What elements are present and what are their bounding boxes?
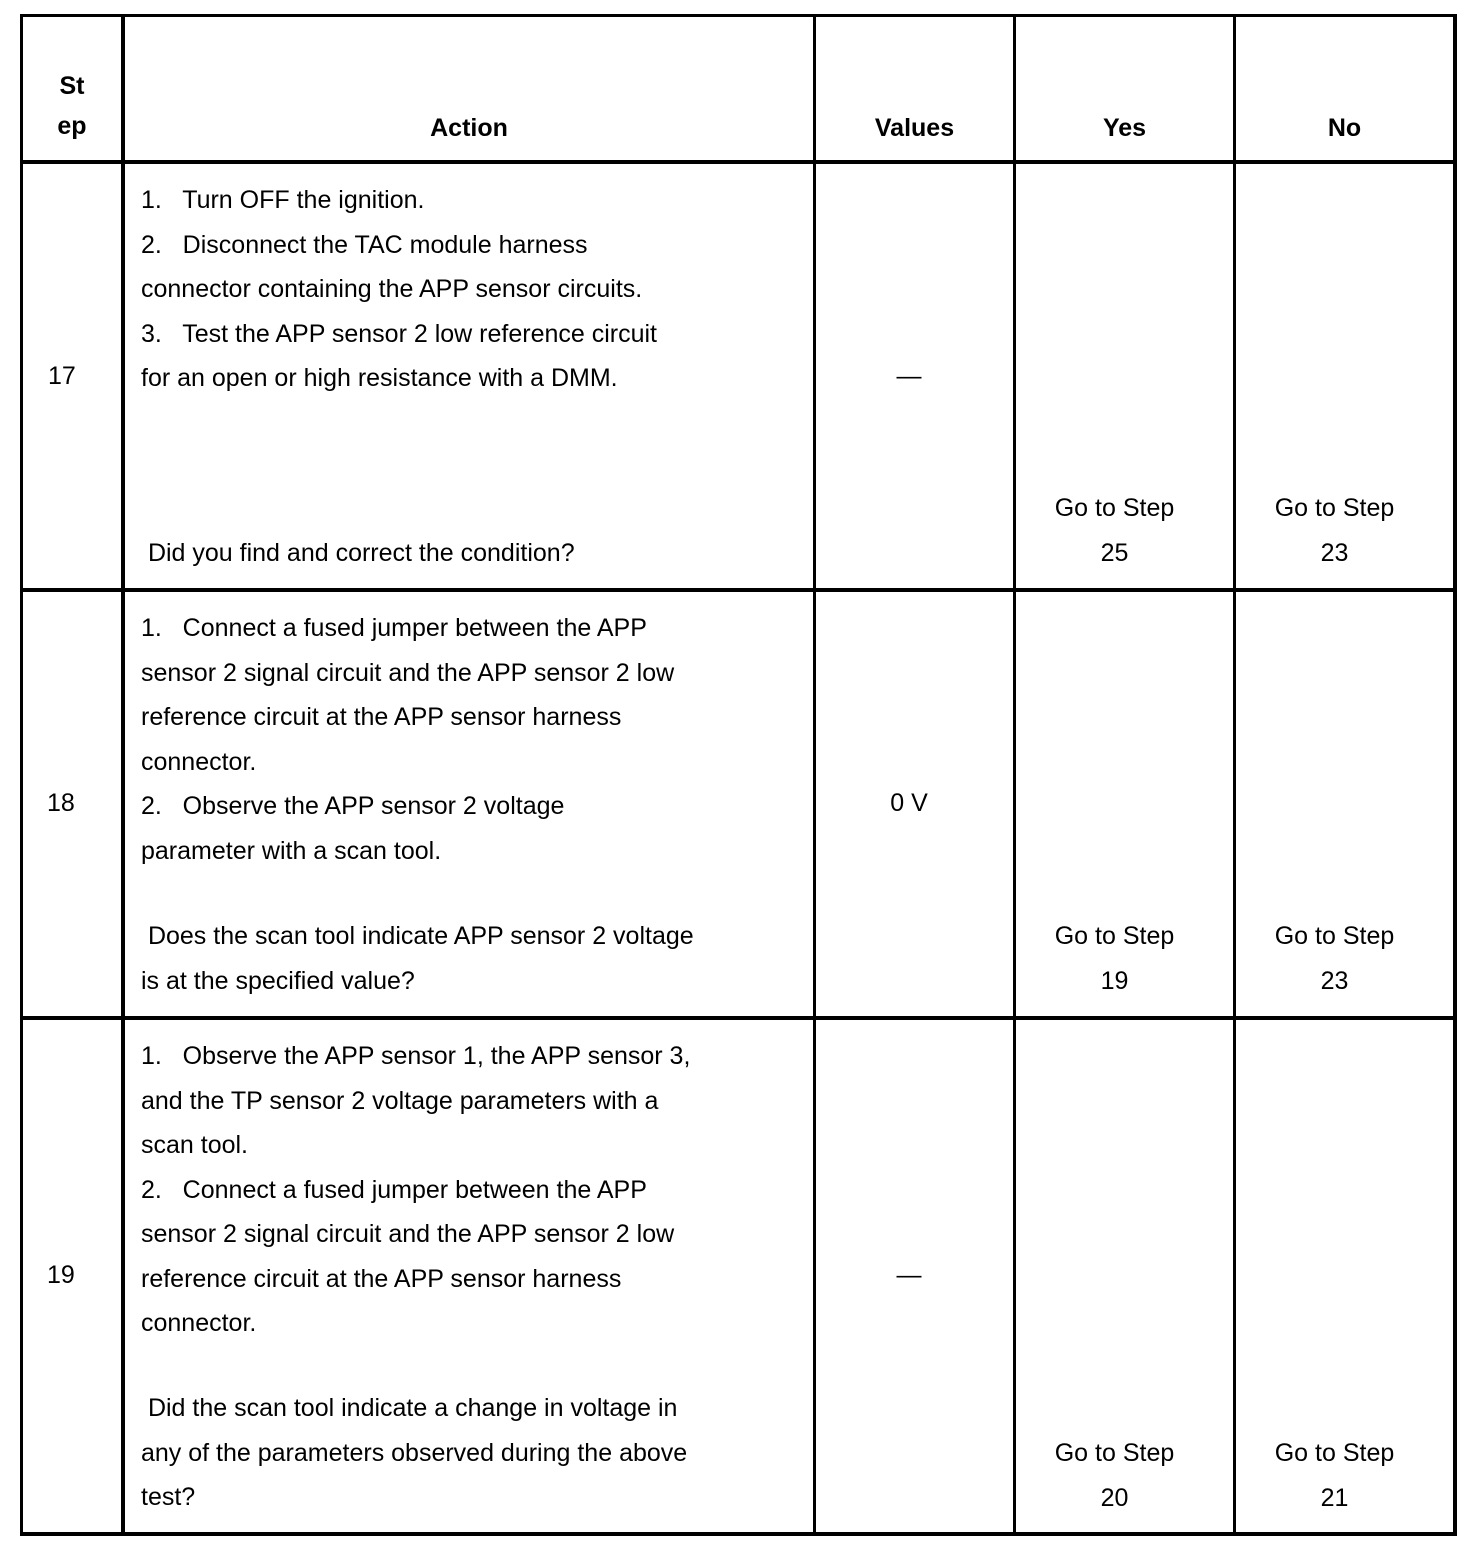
action-question (141, 531, 575, 576)
no-goto (1236, 486, 1433, 575)
goto-step-number: 19 (1100, 966, 1129, 995)
goto-step-number: 25 (1100, 538, 1129, 567)
step-number: 18 (47, 789, 75, 817)
action-line: and the TP sensor 2 voltage parameters with a (141, 1086, 659, 1115)
action-line: reference circuit at the APP sensor harness (141, 1264, 622, 1293)
action-line: scan tool. (141, 1131, 249, 1159)
goto-label: Go to Step (1274, 922, 1395, 950)
action-line: 3. Test the APP sensor 2 low reference circuit (141, 319, 658, 348)
header-step-line1: St (59, 72, 85, 100)
action-line: 2. Disconnect the TAC module harness (141, 230, 588, 259)
action-line: 1. Observe the APP sensor 1, the APP sensor 3, (141, 1042, 691, 1070)
action-line: connector. (141, 747, 257, 776)
action-line: sensor 2 signal circuit and the APP sensor 2 low (141, 658, 675, 687)
goto-label: Go to Step (1274, 1439, 1395, 1467)
value-cell: 0 V (890, 789, 928, 817)
action-line: connector. (141, 1309, 257, 1337)
question-line: is at the specified value? (141, 966, 415, 995)
column-divider (1233, 14, 1236, 1536)
action-line: for an open or high resistance with a DMM. (141, 364, 618, 392)
action-line: 1. Connect a fused jumper between the APP (141, 614, 647, 642)
action-instructions (141, 606, 674, 873)
goto-step-number: 23 (1320, 538, 1349, 567)
header-action: Action (430, 114, 508, 142)
value-cell: — (896, 362, 922, 390)
question-line: Did the scan tool indicate a change in voltage in (141, 1394, 678, 1422)
action-instructions (141, 178, 657, 401)
header-step (23, 66, 121, 146)
action-question (141, 914, 694, 1003)
action-line: 2. Connect a fused jumper between the APP (141, 1175, 647, 1204)
header-divider (20, 160, 1457, 164)
row-divider (20, 588, 1457, 592)
action-line: connector containing the APP sensor circuits. (141, 275, 643, 303)
step-number: 19 (47, 1261, 75, 1289)
goto-step-number: 23 (1320, 966, 1349, 995)
column-divider (1013, 14, 1016, 1536)
no-goto (1236, 914, 1433, 1003)
goto-label: Go to Step (1054, 922, 1175, 950)
question-line: Does the scan tool indicate APP sensor 2 voltage (141, 922, 694, 950)
row-divider (20, 1016, 1457, 1020)
yes-goto (1016, 1431, 1213, 1520)
question-line: test? (141, 1483, 196, 1511)
column-divider (813, 14, 816, 1536)
goto-label: Go to Step (1054, 494, 1175, 522)
table-border-right (1453, 14, 1457, 1536)
action-line: sensor 2 signal circuit and the APP sensor 2 low (141, 1220, 675, 1248)
no-goto (1236, 1431, 1433, 1520)
action-line: 1. Turn OFF the ignition. (141, 186, 425, 214)
header-step-line2: ep (57, 112, 87, 140)
goto-step-number: 21 (1320, 1483, 1349, 1512)
step-number: 17 (48, 362, 76, 390)
header-no: No (1327, 114, 1362, 142)
goto-step-number: 20 (1100, 1483, 1129, 1512)
column-divider (121, 14, 125, 1536)
value-cell: — (896, 1261, 922, 1289)
goto-label: Go to Step (1274, 494, 1395, 522)
question-line: any of the parameters observed during the above (141, 1438, 688, 1467)
header-values: Values (874, 114, 955, 142)
goto-label: Go to Step (1054, 1439, 1175, 1467)
question-line: Did you find and correct the condition? (141, 539, 575, 567)
yes-goto (1016, 914, 1213, 1003)
action-line: 2. Observe the APP sensor 2 voltage (141, 792, 565, 820)
action-line: parameter with a scan tool. (141, 836, 442, 865)
header-yes: Yes (1102, 114, 1147, 142)
table-border-bottom (20, 1532, 1457, 1536)
action-question (141, 1386, 687, 1520)
action-line: reference circuit at the APP sensor harness (141, 703, 622, 731)
table-border-top (20, 14, 1457, 17)
action-instructions (141, 1034, 690, 1346)
table-border-left (20, 14, 23, 1536)
yes-goto (1016, 486, 1213, 575)
